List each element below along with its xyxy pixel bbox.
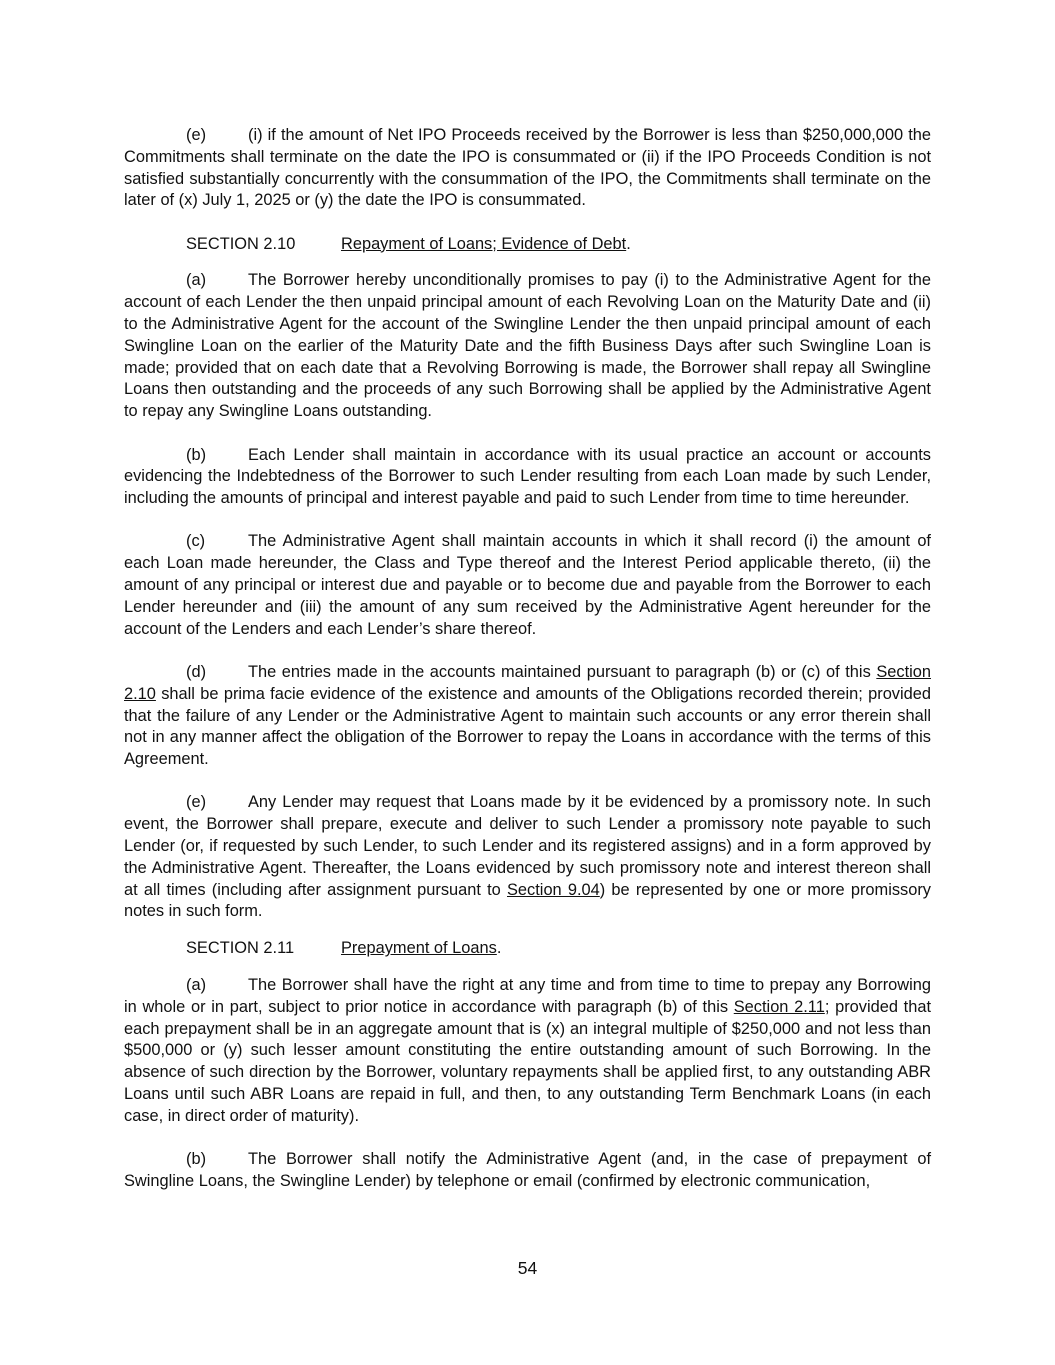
section-2-10-reference-link: Section 2.10: [124, 662, 931, 703]
section-number: SECTION 2.10: [186, 234, 296, 253]
paragraph-text: Each Lender shall maintain in accordance with its usual practice an account or accounts evidencing the Indebtedness of the Borrower to such Lender resulting from each Loan made by such Lender, including the amounts of principal and interest payable and paid to such Lender from time to time hereunder.: [124, 445, 931, 508]
section-2-11-heading: [124, 938, 931, 960]
paragraph-2-10-d: [124, 662, 931, 771]
paragraph-label: (b): [186, 1150, 207, 1169]
section-title-period: .: [496, 939, 502, 958]
paragraph-text-continued: ; provided that each prepayment shall be in an aggregate amount that is (x) an integral multiple of $250,000 and not less than $500,000 or (y) such lesser amount constituting the entire outstanding amount of such Borrowing. In the absence of such direction by the Borrower, voluntary repayments shall be applied first, to any outstanding ABR Loans until such ABR Loans are repaid in full, and then, to any outstanding Term Benchmark Loans (in each case, in direct order of maturity).: [124, 997, 931, 1125]
paragraph-text: The Administrative Agent shall maintain accounts in which it shall record (i) the amount of each Loan made hereunder, the Class and Type thereof and the Interest Period applicable thereto, (ii) the amount of any principal or interest due and payable or to become due and payable from the Borrower to each Lender hereunder and (iii) the amount of any sum received by the Administrative Agent hereunder for the account of the Lenders and each Lender’s share thereof.: [124, 532, 931, 638]
page-number: 54: [517, 1258, 538, 1278]
paragraph-label: (b): [186, 445, 207, 464]
paragraph-text: (i) if the amount of Net IPO Proceeds received by the Borrower is less than $250,000,000 the Commitments shall terminate on the date the IPO is consummated or (ii) if the IPO Proceeds Condition is not satisfied substantially concurrently with the consummation of the IPO, the Commitments shall terminate on the later of (x) July 1, 2025 or (y) the date the IPO is consummated.: [124, 126, 931, 210]
paragraph-2-11-a: [124, 975, 931, 1128]
paragraph-2-10-e: [124, 792, 931, 923]
page-body: [124, 125, 931, 1214]
paragraph-e-commitment-termination: [124, 125, 931, 212]
paragraph-2-11-b: [124, 1149, 931, 1193]
paragraph-label: (a): [186, 976, 207, 994]
paragraph-text: The Borrower shall notify the Administrative Agent (and, in the case of prepayment of Swingline Loans, the Swingline Lender) by telephone or email (confirmed by electronic communication,: [124, 1150, 931, 1190]
section-2-10-heading: [124, 234, 931, 256]
paragraph-2-10-b: [124, 445, 931, 510]
paragraph-text-continued: ) be represented by one or more promissory notes in such form.: [124, 880, 931, 921]
paragraph-label: (e): [186, 793, 207, 812]
paragraph-text: The entries made in the accounts maintained pursuant to paragraph (b) or (c) of this: [248, 662, 877, 681]
section-title-period: .: [626, 234, 631, 253]
paragraph-2-10-c: [124, 531, 931, 640]
paragraph-2-10-a: [124, 270, 931, 423]
paragraph-text: Any Lender may request that Loans made by it be evidenced by a promissory note. In such event, the Borrower shall prepare, execute and deliver to such Lender a promissory note payable to such Lender (or, if requested by such Lender, to such Lender and its registered assigns) and in a form approved by the Administrative Agent. Thereafter, the Loans evidenced by such promissory note and interest thereon shall at all times (including after assignment pursuant to: [124, 793, 931, 899]
paragraph-text: The Borrower hereby unconditionally promises to pay (i) to the Administrative Agent for the account of each Lender the then unpaid principal amount of each Revolving Loan on the Maturity Date and (ii) to the Administrative Agent for the account of the Swingline Lender the then unpaid principal amount of each Swingline Loan on the earlier of the Maturity Date and the fifth Business Days after such Swingline Loan is made; provided that on each date that a Revolving Borrowing is made, the Borrower shall repay all Swingline Loans then outstanding and the proceeds of any such Borrowing shall be applied by the Administrative Agent to repay any Swingline Loans outstanding.: [124, 271, 931, 421]
section-title: Repayment of Loans; Evidence of Debt: [341, 234, 627, 253]
section-2-11-reference-link: Section 2.11: [733, 997, 825, 1016]
paragraph-label: (c): [186, 532, 206, 551]
paragraph-text: The Borrower shall have the right at any time and from time to time to prepay any Borrowing in whole or in part, subject to prior notice in accordance with paragraph (b) of this: [124, 976, 931, 1016]
paragraph-label: (e): [186, 126, 207, 144]
paragraph-label: (a): [186, 271, 207, 290]
paragraph-label: (d): [186, 662, 207, 681]
section-number: SECTION 2.11: [186, 939, 295, 958]
section-9-04-reference-link: Section 9.04: [507, 880, 600, 899]
section-title: Prepayment of Loans: [341, 939, 497, 958]
paragraph-text-continued: shall be prima facie evidence of the existence and amounts of the Obligations recorded therein; provided that the failure of any Lender or the Administrative Agent to maintain such accounts or any error therein shall not in any manner affect the obligation of the Borrower to repay the Loans in accordance with the terms of this Agreement.: [124, 684, 931, 769]
